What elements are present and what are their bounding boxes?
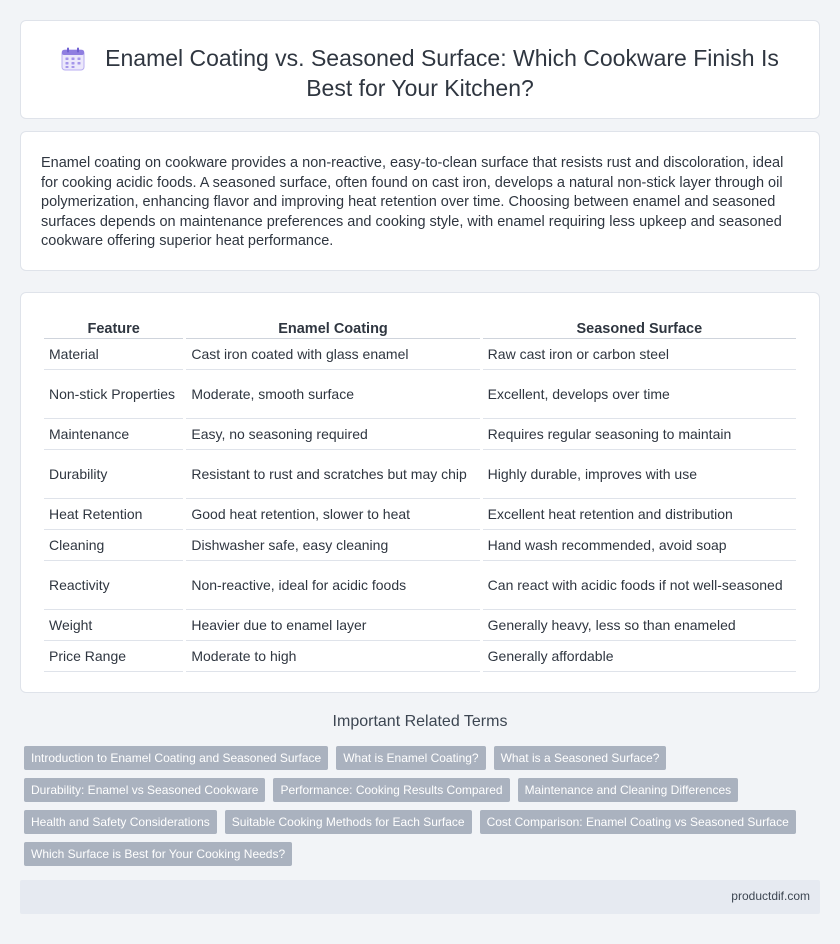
table-cell: Cleaning bbox=[44, 530, 183, 561]
table-cell: Non-reactive, ideal for acidic foods bbox=[186, 561, 479, 610]
table-cell: Excellent heat retention and distribution bbox=[483, 499, 796, 530]
related-term-tag[interactable]: Which Surface is Best for Your Cooking Needs? bbox=[24, 842, 292, 866]
related-terms-list bbox=[24, 746, 804, 866]
table-row bbox=[44, 499, 796, 530]
related-term-tag[interactable]: What is Enamel Coating? bbox=[336, 746, 485, 770]
table-cell: Good heat retention, slower to heat bbox=[186, 499, 479, 530]
column-header: Seasoned Surface bbox=[483, 315, 796, 339]
related-term-tag[interactable]: Suitable Cooking Methods for Each Surface bbox=[225, 810, 472, 834]
related-term-tag[interactable]: Durability: Enamel vs Seasoned Cookware bbox=[24, 778, 265, 802]
related-term-tag[interactable]: Health and Safety Considerations bbox=[24, 810, 217, 834]
related-terms-heading: Important Related Terms bbox=[332, 713, 508, 730]
table-row bbox=[44, 370, 796, 419]
table-cell: Weight bbox=[44, 610, 183, 641]
table-cell: Heat Retention bbox=[44, 499, 183, 530]
comparison-table bbox=[41, 315, 799, 672]
table-header-row bbox=[44, 315, 796, 339]
table-cell: Highly durable, improves with use bbox=[483, 450, 796, 499]
table-cell: Reactivity bbox=[44, 561, 183, 610]
related-term-tag[interactable]: Cost Comparison: Enamel Coating vs Seasoned Surface bbox=[480, 810, 796, 834]
table-cell: Generally heavy, less so than enameled bbox=[483, 610, 796, 641]
title-card bbox=[20, 20, 820, 119]
table-row bbox=[44, 450, 796, 499]
table-cell: Material bbox=[44, 339, 183, 370]
table-cell: Requires regular seasoning to maintain bbox=[483, 419, 796, 450]
footer bbox=[20, 880, 820, 914]
page-title: Enamel Coating vs. Seasoned Surface: Which Cookware Finish Is Best for Your Kitchen? bbox=[105, 45, 779, 101]
column-header: Enamel Coating bbox=[186, 315, 479, 339]
intro-card bbox=[20, 131, 820, 271]
related-term-tag[interactable]: Performance: Cooking Results Compared bbox=[273, 778, 509, 802]
table-cell: Non-stick Properties bbox=[44, 370, 183, 419]
table-cell: Cast iron coated with glass enamel bbox=[186, 339, 479, 370]
intro-paragraph: Enamel coating on cookware provides a non-reactive, easy-to-clean surface that resists rust and discoloration, ideal for cooking acidic foods. A seasoned surface, often found on cast iron, develops a natural non-stick layer through oil polymerization, enhancing flavor and improving heat retention over time. Choosing between enamel and seasoned surfaces depends on maintenance preferences and cooking style, with enamel requiring less upkeep and seasoned cookware offering superior heat performance. bbox=[41, 155, 784, 249]
comparison-card bbox=[20, 292, 820, 693]
table-row bbox=[44, 641, 796, 672]
table-cell: Generally affordable bbox=[483, 641, 796, 672]
table-row bbox=[44, 419, 796, 450]
table-cell: Moderate to high bbox=[186, 641, 479, 672]
table-cell: Moderate, smooth surface bbox=[186, 370, 479, 419]
table-cell: Can react with acidic foods if not well-seasoned bbox=[483, 561, 796, 610]
table-cell: Hand wash recommended, avoid soap bbox=[483, 530, 796, 561]
footer-site-name: productdif.com bbox=[731, 889, 810, 903]
table-cell: Raw cast iron or carbon steel bbox=[483, 339, 796, 370]
table-cell: Price Range bbox=[44, 641, 183, 672]
table-row bbox=[44, 610, 796, 641]
table-cell: Resistant to rust and scratches but may chip bbox=[186, 450, 479, 499]
table-cell: Dishwasher safe, easy cleaning bbox=[186, 530, 479, 561]
table-cell: Easy, no seasoning required bbox=[186, 419, 479, 450]
table-row bbox=[44, 561, 796, 610]
table-cell: Excellent, develops over time bbox=[483, 370, 796, 419]
table-cell: Maintenance bbox=[44, 419, 183, 450]
related-term-tag[interactable]: Maintenance and Cleaning Differences bbox=[518, 778, 739, 802]
related-term-tag[interactable]: What is a Seasoned Surface? bbox=[494, 746, 667, 770]
table-row bbox=[44, 339, 796, 370]
title-wrap bbox=[51, 43, 789, 103]
table-row bbox=[44, 530, 796, 561]
related-term-tag[interactable]: Introduction to Enamel Coating and Seasoned Surface bbox=[24, 746, 328, 770]
column-header: Feature bbox=[44, 315, 183, 339]
table-cell: Durability bbox=[44, 450, 183, 499]
calendar-grid-icon bbox=[61, 47, 85, 71]
table-cell: Heavier due to enamel layer bbox=[186, 610, 479, 641]
